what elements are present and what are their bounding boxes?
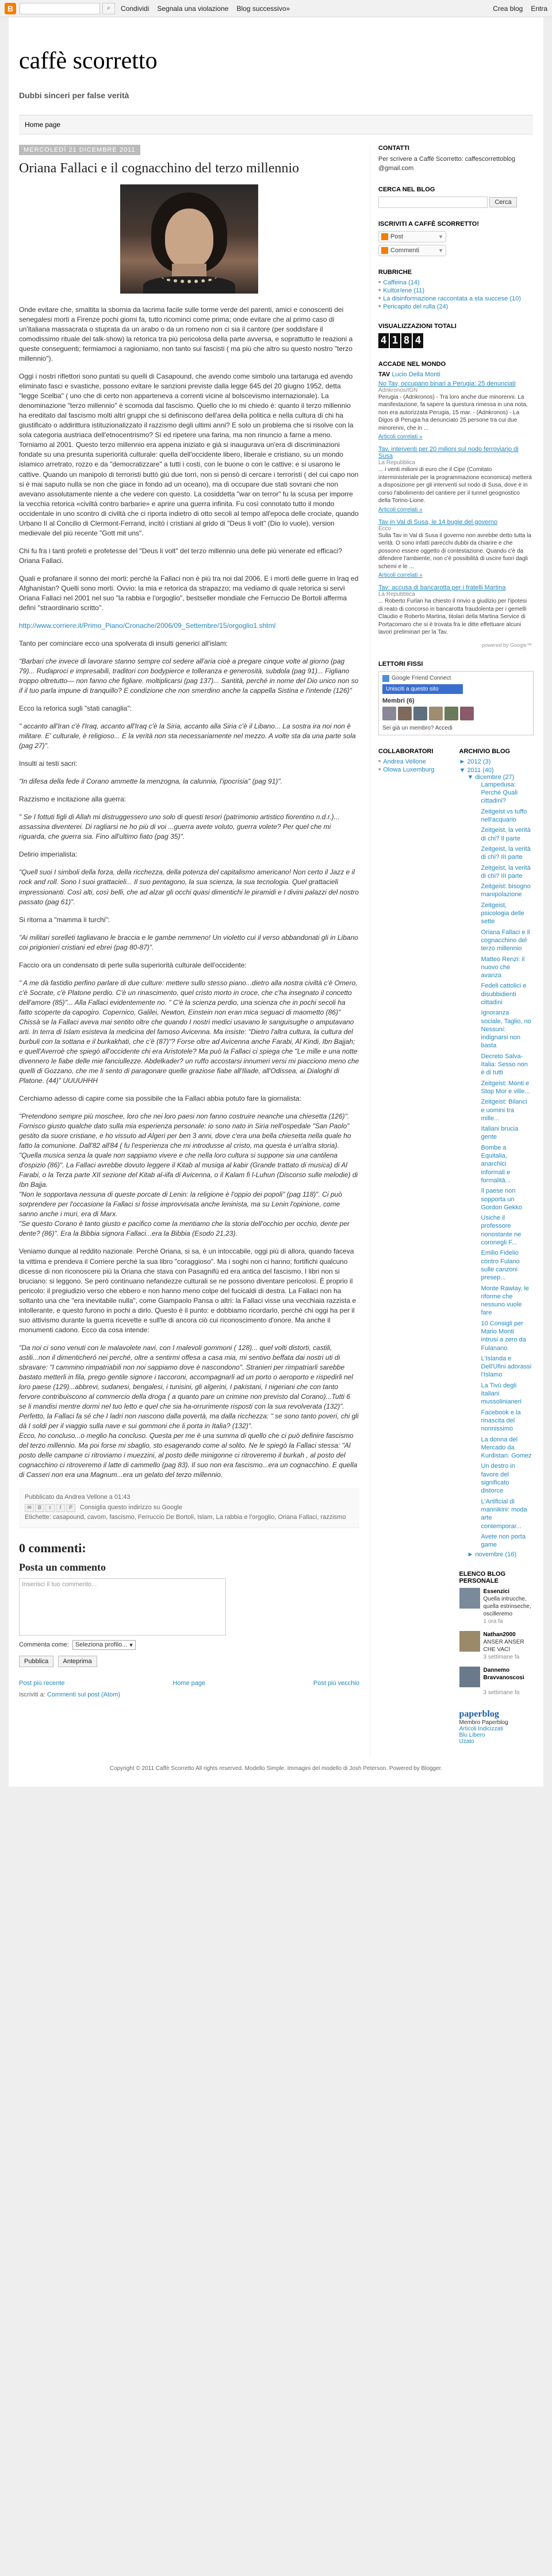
google-plus-hint: Consiglia questo indirizzo su Google — [80, 1503, 182, 1511]
chevron-down-icon: ▼ — [438, 233, 443, 240]
list-item — [481, 1462, 532, 1495]
post-paragraph: Onde evitare che, smaltita la sbornia da lacrima facile sulle torme verde del parenti, amici e conoscenti dei senegalesi morti a Firenze pochi giorni fa, tutto ricominci come prima; onde evitare che al primo caso di un'italiana massacrata o stuprata da un arabo o da un romeno non ci sia il cantore (per soddisfare il comodissimo rituale del talk-show) la retorica tra più pericolosa della parte avversa, e soprattutto le reazioni a queste conseguenti; fermiamoci a ragioniamo, non tanto sui fascisti ( ma più che altro su questo nostro "terzo millennio"). — [19, 306, 353, 363]
subscribe-feed-line: Iscriviti a: Commenti sul post (Atom) — [19, 1691, 121, 1698]
archive-post-link[interactable]: Zeitgeist, la verità di chi? III parte — [481, 845, 531, 861]
sidebar — [370, 145, 532, 1757]
blogthis-icon[interactable]: B — [35, 1504, 44, 1512]
chevron-down-icon: ▼ — [438, 247, 443, 253]
member-avatars — [382, 707, 530, 720]
news-tab[interactable]: Lucio Della — [392, 371, 423, 378]
list-item — [481, 1436, 532, 1460]
blog-thumbnail[interactable] — [459, 1631, 480, 1652]
post-date: MERCOLEDÌ 21 DICEMBRE 2011 — [19, 145, 140, 155]
avatar[interactable] — [382, 707, 396, 720]
archive-month-toggle[interactable]: ► novembre (16) — [467, 1551, 516, 1559]
paperblog-link[interactable]: Blu Libero — [459, 1732, 485, 1739]
news-item — [378, 584, 532, 637]
post-paragraph: Delirio imperialista: — [19, 850, 78, 859]
archive-post-link[interactable]: Fedeli cattolici e disubbidienti cittadini — [481, 982, 527, 1006]
news-source: La Repubblica — [378, 460, 415, 466]
list-item — [481, 901, 532, 926]
archive-post-link[interactable]: Bombe a Equitalia, anarchici informali e formalità... — [481, 1144, 511, 1184]
avatar[interactable] — [429, 707, 443, 720]
widget-subscribe — [378, 221, 532, 256]
list-item — [481, 1409, 532, 1433]
pageview-counter — [378, 333, 532, 348]
archive-post-link[interactable]: Facebook e la rinascita del nonnissimo — [481, 1409, 521, 1433]
archive-post-link[interactable]: Monte Rawlay, le riforme che nessuno vuole fare — [481, 1285, 530, 1317]
blog-description: Dubbi sinceri per false verità — [19, 91, 129, 100]
archive-post-link[interactable]: Zeitgeist, la verità di chi? III parte — [481, 864, 531, 880]
news-item — [378, 519, 532, 579]
gfc-header: Google Friend Connect — [382, 675, 530, 682]
publish-button[interactable]: Pubblica — [19, 1656, 53, 1667]
followers-box — [378, 671, 534, 735]
blog-name-link[interactable]: Essenzici — [483, 1588, 510, 1595]
widget-title: COLLABORATORI — [378, 747, 434, 755]
preview-button[interactable]: Anteprima — [58, 1656, 97, 1667]
subscribe-comments-dropdown[interactable]: Commenti ▼ — [378, 245, 446, 256]
blog-search-button[interactable]: Cerca — [489, 197, 516, 207]
list-item — [481, 882, 532, 899]
widget-title: ISCRIVITI A CAFFÈ SCORRETTO! — [378, 220, 479, 227]
post-paragraph: " A me dà fastidio perfino parlare di due culture: mettere sullo stesso piano...dietro alla nostra civiltà c'è Omero, c'è Socrate, c'è Platone perdio. C'è un rinascimento, quel cristo morto in croce, che c'ha insegnato il concetto dell'amore (85)"... Alla Fallaci evidentemente no. " C'è la scienza perdio, una scienza che in pochi secoli ha fatto scoperte da capogiro. Copernico, Galilei, Newton, Einstein non eran mica seguaci di maometto (86)" Chissà se la Fallaci aveva mai sentito oltre che quando I nostri medici usavano le sanguisughe o amputavano arti. In terra di Islam esisteva la medicina del famoso Avicenna. Ma insiste: "Dietro l'altra cultura, la cultura del burbuli con la sottana e il burkakhati, che c'è (87)"? Forse oltre ad Avicenna anche Farabi, Al Kindi, Ibn Bajjah; e quell'Averroè che spiegò all'occidente chi era Aristotele? Ma può la Fallaci ci spiega che "Le mille e una notte divennero le fiabe delle mie fanciullezze. Abdelkader? un ruffo accostarsi innumeri versi mi piacciono meno che quelli di Gozzano, che me li sento di paragonare quelle graziose fiabe all'Iliade, all'Odissea, ai Dialoghi di Platone. (44)" UUUUHHH — [19, 978, 359, 1085]
pinterest-icon[interactable]: P — [66, 1504, 75, 1512]
widget-paperblog — [459, 1709, 532, 1745]
collaborator-link[interactable]: Olowa Luxemburg — [383, 766, 435, 773]
paperblog-member: Membro Paperblog — [459, 1719, 508, 1726]
list-item — [481, 1285, 532, 1317]
widget-title: VISUALIZZAZIONI TOTALI — [378, 322, 457, 330]
widget-followers — [378, 661, 532, 735]
attribution-footer: Copyright © 2011 Caffè Scorretto All rights reserved. Modello Simple. Immagini del modello di Josh Peterson. Powered by Blogger. — [109, 1765, 443, 1772]
blog-thumbnail[interactable] — [459, 1588, 480, 1609]
archive-year-toggle[interactable]: ▼ 2011 (40) — [459, 766, 494, 774]
blogger-navbar — [0, 0, 552, 17]
news-headline[interactable]: No Tav, occupano binari a Perugia: 25 denunciati — [378, 380, 516, 387]
list-item — [481, 1144, 532, 1185]
widget-title: LETTORI FISSI — [378, 660, 423, 668]
archive-post-link[interactable]: L'Islanda e Dell'Ufini adorassi l'Islamo — [481, 1355, 532, 1379]
list-item — [481, 808, 532, 824]
news-related-link[interactable]: Articoli correlati » — [378, 434, 423, 441]
widget-search — [378, 186, 532, 208]
post-paragraph: Oggi i nostri riflettori sono puntati su quelli di Casapound, che avendo come simbolo una tartaruga ed avendo eliminato fasci e svastiche, possono evitare le sanzioni previste dalla legge 645 del 20 giugno 1952, detta "legge Scelba" ( uno che di certo non apparteneva a correnti vicine al bolscevismo internazionale). La denominazione "terzo millennio" è scomoda dal fascismo. Quello che io mi chiedo è: quanto il terzo millennio ha ereditato dal fascismo molti altri gruppi che si definiscono dell'area della politica e nella cultura di chi ha giustificato o addirittura istituzionalizzato il razzismo degli ultimi anni? E solo un problema che si risolve con la sola categoria austriaca dell'etnocentrismo? Sì ed ripetere una farina, ma non rinuncio a farne a meno. Torniamo al 2001. Questo terzo millennio era appena iniziato e già si inaugurava un'era di discriminazioni fondate su una presunta superiorità culturale: quella dell'occidente libero, liberale e cristiano, su un mondo islamico arretrato, rozzo e da "democratizzare" a tutti i costi, con le buone o con le cattive: e si usarono le cattive. Quando un manipolo di terroristi buttò giù due torri, non si pensò di cercare i terroristi ( del cui capo non si è mai saputo nulla se non che giace in fondo ad un oceano), ma di occupare due stati sovrani che non avevano assolutamente niente a che vedere con questo. La cosiddetta "war on terror" fu la scusa per imporre la vecchia retorica «civiltà contro barbarie» e aprire una guerra infinita. Fu così connotato tutto il mondo occidentale in uno scontro di civiltà che ci riporta indietro di otto secoli al tempo all'epoca delle crociate, quando Urbano II al Concilio di Clermont-Ferrand, incitò i cristiani al grido di "Deus li volt" (Dio lo vuole), version medievale del più recente "Gott mit uns". — [19, 372, 359, 537]
archive-post-link[interactable]: Il paese non sopporta un Gordon Gekko — [481, 1187, 523, 1211]
post-paragraph: Quali e profanare il sonno dei morti: perché la Fallaci non è più tra noi dal 2006. E i morti delle guerre in Iraq ed Afghanistan? Quelli sono morti. Ovvio: la mia e retorica da strapazzo; ma vediamo di quale retorica si servì Oriana Fallaci nel 2001 nel suo "la rabbia e l'orgoglio", bestseller mondiale che Ferruccio De Bortoli afferma definì "straordinario scritto". — [19, 574, 359, 612]
post-paragraph: "Quell suoi I simboli della forza, della ricchezza, della potenza del capitalismo americano! Non certo il Jazz e il rock and roll. Sono I suoi grattacieli... Il suo pentagono, la sua scienza, la sua tecnologia. Quel grattacieli impressionanti. Così alti, così belli, che ad alzar gli occhi quasi dimentichi le piramidi e I divini palazzi del nostro passato (pag 61)". — [19, 868, 359, 906]
list-item — [481, 781, 532, 805]
news-headline[interactable]: Tav in Val di Susa, le 14 bugie del governo — [378, 518, 498, 526]
post-body — [19, 305, 359, 1480]
counter-digit: 8 — [401, 333, 412, 348]
comment-textarea[interactable]: Inserisci il tuo commento... — [19, 1578, 226, 1636]
list-item — [481, 1533, 532, 1549]
counter-digit: 4 — [378, 333, 389, 348]
list-item — [481, 1355, 532, 1379]
rss-icon — [381, 247, 388, 254]
archive-post-link[interactable]: Un destro in favore del significato distorce — [481, 1463, 515, 1495]
collaborator-link[interactable]: Andrea Vellone — [383, 758, 426, 765]
archive-post-link[interactable]: Zeitgeist, la verità di chi? Il parte — [481, 827, 531, 842]
list-item — [481, 845, 532, 862]
facebook-icon[interactable]: f — [56, 1504, 65, 1512]
archive-post-link[interactable]: Emilio Fidelio contro Fulano sulle canzoni presep... — [481, 1250, 520, 1282]
widget-news — [378, 361, 532, 648]
list-item — [481, 1249, 532, 1282]
post-paragraph: "Pretendono sempre più moschee, loro che nei loro paesi non fanno costruire neanche una chiesetta (126)". Fornisco giusto qualche dato sulla mia esperienza personale: io sono nato in Siria nell'ospedale "San Paolo" gestito da suore cristiane, e ho vissuto ad Algeri per ben 3 anni, dove c'era una bella chiesetta nella quale ho fatto la comunione. Dall'82 all'84 ( fu l'esperienza che mi introdusse al cristo, ma questa è un'altra storia). "Quella musica senza la quale non sappiamo vivere e che nella loro cultura si suppone sia una cantilena d'ospizio (86)". La Fallaci avrebbe dovuto leggere il Kitab al musiqa al kabir (Grande trattato di musica) di Al Farabi, o la Terza parte XII sezione del Kitab al-iifa di Avicenna, o il Kalam fi l-Luhun (Discorso sulle melodie) di Ibn Bajja. "Non le sopportava nessuna di queste porcate di Lenin: la religione è l'oppio dei popoli" (pag 118)". Ci può sorprendere per l'occasione la Fallaci si fosse improvvisata anche leninista, ma su Lenin l'opinione, come sanno anche i muri, era di Marx. "Se questo Corano è tanto giusto e pacifico come la mentiamo che la storia dell'occhio per occhio, dente per dente? (86)". Era la Bibbia signora Fallaci...era la Bibbia (Esodo 21,23). — [19, 1112, 358, 1238]
email-icon[interactable]: ✉ — [25, 1504, 34, 1512]
archive-post-link[interactable]: Zeitgeist: Monti e Stop Mor e ville... — [481, 1079, 530, 1095]
news-tabs — [378, 371, 532, 378]
list-item — [481, 1214, 532, 1247]
blog-list-item: Essenzici Quella intrucche, quella estrinseche, oscilleremo 1 ora fa — [459, 1588, 532, 1625]
blog-name-link[interactable]: Dannemo Bravvanoscosi — [483, 1667, 524, 1682]
news-tab[interactable]: Monti — [424, 371, 440, 378]
navbar-search-input[interactable] — [20, 3, 100, 14]
news-related-link[interactable]: Articoli correlati » — [378, 506, 423, 513]
widget-title: ELENCO BLOG PERSONALE — [459, 1571, 506, 1585]
news-item — [378, 380, 532, 441]
post-paragraph: "Barbari che invece di lavorare stanno sempre col sedere all'aria cioè a pregare cinque volte al giorno (pag 79)... Rudaproci e impresabili, traditori con bodypierce e tolleranza e generosità, subdola (pag 91)... Figliano troppo oltretutto— non fanno che figliare. moltiplicarsi (pag 137)... Santità, perché in nome del Dio unico non so if il tuo parla impune di tranquillo? E condizione che non smerdino anche la cappella Sistina e l'intende (126)" — [19, 657, 359, 695]
archive-post-link[interactable]: L'Artificial di mannikini: moda arte contemporar... — [481, 1498, 527, 1530]
archive-post-link[interactable]: Zeitgeist: Bilanci e uomini tra mille... — [481, 1098, 527, 1122]
blog-name-link[interactable]: Nathan2000 — [483, 1632, 516, 1638]
post-paragraph: Tanto per cominciare ecco una spolverata di insulti generici all'islam: — [19, 639, 228, 647]
label-link[interactable]: Caffeina (14) — [383, 279, 420, 286]
news-item — [378, 446, 532, 513]
list-item — [481, 1052, 532, 1077]
archive-post-link[interactable]: Lampedusa: Perché Quali cittadini? — [481, 781, 518, 805]
navbar-link-create-blog[interactable]: Crea blog — [493, 4, 523, 13]
post-paragraph: Insulti ai testi sacri: — [19, 759, 78, 768]
follow-button[interactable]: Unisciti a questo sito — [382, 684, 463, 694]
navbar-search-icon[interactable]: ⌕ — [102, 3, 115, 14]
post-paragraph: Veniamo dunque al reddito nazionale. Perché Oriana, si sa, è un intoccabile, oggi più di allora, quando faceva la vittima e prendeva il Corriere perché la sua libro "coraggioso". Ma i soghi non ci hanno; fortifichi qualcuno dicesse di non riconoscere più la Oriana che stava con Pasagnifù ed era antica del fascismo. I libri non si bruciano: si leggono. Se però continuano nefandezze culturali se ne possono diventare pericolosi. È proprio il pericolo: il pregiudizio verso che ebbero e non hanno meno colpe del fucicaldi di destra. La Fallaci non ha soltanto una che "era inevitabile nulla", come Giampaolo Pansa o altri: la Fallaci visse una vecchiaia razzista e intollerante, e questo furono in pochi a dirlo. Questo è il punto: e dobbiamo ricordarlo, perché chi oggi ha per il suo attivismo durante la guerra ricevette e sull'le di ancora ciò cui riconoscimento d'onore. Ma anche il monumenti cadono. Ecco da cosa intende: — [19, 1247, 356, 1334]
news-related-link[interactable]: Articoli correlati » — [378, 572, 423, 579]
twitter-icon[interactable]: t — [45, 1504, 55, 1512]
list-item — [481, 955, 532, 980]
navbar-link-next-blog[interactable]: Blog successivo» — [236, 4, 290, 13]
share-buttons — [25, 1503, 354, 1513]
label-link[interactable]: Kultùr/ene (11) — [383, 287, 425, 294]
archive-post-link[interactable]: La donna del Mercado da Kurdistan: Gomez — [481, 1436, 532, 1460]
widget-title: CONTATTI — [378, 145, 409, 152]
post-paragraph: Ecco la retorica sugli "stati canaglia": — [19, 704, 132, 713]
list-item — [481, 1009, 532, 1050]
widget-title: RUBRICHE — [378, 268, 412, 276]
post-paragraph: Chi fu fra i tanti profeti e profetesse del "Deus li volt" del terzo millennio una delle più venerate ed efficaci? Oriana Fallaci. — [19, 546, 342, 565]
archive-month-toggle[interactable]: ▼ dicembre (27) — [467, 773, 515, 781]
google-powered-by: powered by Google™ — [481, 642, 532, 648]
post-paragraph: Faccio ora un condensato di perle sulla superiorità culturale dell'occidente: — [19, 961, 247, 969]
blog-list-item: Dannemo Bravvanoscosi 3 settimane fa — [459, 1667, 532, 1696]
list-item — [481, 928, 532, 953]
post-labels: Etichette: casapound, cavom, fascismo, Ferruccio De Bortoli, Islam, La rabbia e l'orgoglio, Oriana Fallaci, razzismo — [25, 1514, 346, 1521]
post-paragraph[interactable]: http://www.corriere.it/Primo_Piano/Cronache/2006/09_Settembre/15/orgoglio1.shtml — [19, 621, 276, 630]
post-author-line: Pubblicato da Andrea Vellone a 01:43 — [25, 1494, 131, 1501]
comments-feed-link[interactable]: Commenti sul post (Atom) — [47, 1691, 121, 1698]
contatti-text: Per scrivere a Caffè Scorretto: caffescorrettoblog @gmail.com — [378, 156, 516, 172]
blog-search-input[interactable] — [378, 196, 488, 208]
comments-count-heading: 0 commenti: — [19, 1540, 86, 1555]
news-source: Ecco — [378, 525, 392, 532]
avatar[interactable] — [413, 707, 427, 720]
post-title: Oriana Fallaci e il cognacchino del terzo millennio — [19, 161, 300, 176]
widget-visits — [378, 323, 532, 348]
label-link[interactable]: La disinformazione raccontata a sta succese (10) — [383, 295, 521, 302]
post-comment-heading: Posta un commento — [19, 1561, 106, 1573]
newer-post-link[interactable]: Post più recente — [19, 1679, 65, 1687]
google-friend-connect-icon — [382, 675, 389, 682]
blog-title[interactable]: caffè scorretto — [19, 48, 158, 74]
list-item — [481, 982, 532, 1007]
blog-header — [9, 17, 543, 115]
news-headline[interactable]: Tav: accusa di bancarotta per i fratelli Martina — [378, 584, 506, 592]
widget-archive — [459, 748, 532, 1559]
list-item — [481, 1125, 532, 1142]
archive-post-link[interactable]: Zeitgeist: bisogno manipolazione — [481, 883, 531, 898]
news-headline[interactable]: Tav, interventi per 20 milioni sul nodo ferroviario di Susa — [378, 446, 519, 460]
list-item — [481, 1498, 532, 1530]
navbar-link-report[interactable]: Segnala una violazione — [157, 4, 229, 13]
main-column — [19, 145, 370, 1757]
list-item — [481, 1079, 532, 1096]
page-container — [9, 17, 543, 1787]
widget-title: CERCA NEL BLOG — [378, 186, 435, 193]
post-paragraph: "Ai militari sorelleti tagliavano le braccia e le gambe nemmeno! Un violetto cui il verso abbandonati gli in Libano coi prigionieri cristiani ed ebrei (pag 80-87)". — [19, 933, 358, 951]
avatar[interactable] — [398, 707, 412, 720]
list-item — [481, 1098, 532, 1123]
news-tab[interactable]: TAV — [378, 371, 390, 378]
chevron-down-icon: ▾ — [129, 1641, 133, 1649]
members-count: Membri (6) — [382, 697, 415, 704]
tab-home[interactable]: Home page — [25, 121, 61, 129]
archive-post-link[interactable]: Oriana Fallaci e il cognacchino del terzo millennio — [481, 928, 530, 952]
post-paragraph: "In difesa della fede il Corano ammette la menzogna, la calunnia, l'ipocrisia" (pag 91)". — [19, 777, 282, 786]
archive-year-toggle[interactable]: ► 2012 (3) — [459, 758, 491, 765]
post-paragraph: Cerchiamo adesso di capire come sia possibile che la Fallaci abbia potuto fare la giornalista: — [19, 1094, 301, 1103]
widget-contatti — [378, 145, 532, 173]
widget-title: ARCHIVIO BLOG — [459, 747, 511, 755]
widget-title: ACCADE NEL MONDO — [378, 360, 446, 368]
widget-collaborators — [378, 748, 451, 773]
post-paragraph: " accanto all'Iran c'è l'Iraq, accanto all'Iraq c'è la Siria, accanto alla Siria c'è il Libano... La sostra ira noi non è militare. E' culturale, è religioso... E la verità non sta necessariamente nel mezzo. A volte sta da una parte sola (pag 27)". — [19, 722, 356, 750]
subscribe-posts-dropdown[interactable]: Post ▼ — [378, 231, 446, 242]
blogger-logo-icon[interactable]: B — [5, 3, 16, 14]
blog-thumbnail[interactable] — [459, 1667, 480, 1687]
archive-post-link[interactable]: Ignoranza sociale, Taglio, no Nessuni: indignarsi non basta — [481, 1009, 531, 1050]
news-snippet: Sulla Tav in Val di Susa il governo non avrebbe detto tutta la verità. O sono infatti parecchi dubbi da chiarire e che possono essere oggetto di contestazione. Quando c'è da difendere l'ambiente, non c'è possibilità di uscire fuori dagli schemi e le ... — [378, 532, 531, 570]
blog-list-item: Nathan2000 ANSER ANSER CHE VACI 3 settimane fa — [459, 1631, 532, 1661]
post-paragraph: Razzismo e incitazione alla guerra: — [19, 795, 126, 804]
paperblog-link[interactable]: Uzato — [459, 1738, 474, 1745]
comment-profile-select[interactable]: Seleziona profilo... ▾ — [72, 1640, 136, 1650]
post-paragraph: "Da noi ci sono venuti con le malavolete navi, con I malevoli gommoni ( 128)... quel volti distorti, castili, astili...non il dimenticheró nei perché, oltre a sentirmi offesa a casa mia, mi sentivo beffata dai nostri uti di sbravare: "I cammino rimpatriabili non noi sappiamo dove è nascondono". Stranieri per rimpatriarli sarebbe bastato metterli in fila, prego gentile signore i taccoroni, accompagnarli ad un porto o aeroporto e rispedirli nel loro paese (129)...abbrevi, sudanesi, bengalesi, i tunisini, gli algerini, I pakistani, I nigeriani che con tanto fervore contribuiscono al commercio della droga ( a quanto pare un crimine non previsto dal Corano)...Tutti 6 se li mandisi mentre dormi nel tuo letto e quel che sia ha-orrurimente risposti con la sua revolverata (132)". Perfetto, la Fallaci fa sé che I ladri non nascono dalla povertà, ma dalla ricchezza: " se sono tanto poveri, chi gli dà I soldi per il viaggio sulla nave e sui gommoni che li porta in Italia? (132)". Ecco, ho concluso...o meglio ha concluso. Questa per me è una summa di quello che ci può definire fascismo del terzo millennio. Ma poi forse mi sbaglio, sto esagerando come al solito. Ne le spiegò la Fallaci stessa: "Al posto delle campane ci ritroviamo i muezzini, al posto delle minigonne ci ritroveremo il burkah , al posto del cognacchino ci ritroveremo il latte di cammello (pag 83). Il suo non era fascismo...era un cognacchino. E quella di Casseri non era una Magnum...era un gelato del terzo millennio. — [19, 1343, 359, 1479]
archive-post-link[interactable]: 10 Consigli per Mario Monti intrusi a zero da Fulanano — [481, 1320, 526, 1352]
post-paragraph: Si ritorna a "mamma li turchi": — [19, 915, 110, 924]
archive-post-link[interactable]: Decreto Salva-Italia: Sesso non è di tutti — [481, 1052, 528, 1077]
news-snippet: ... Roberto Furlan ha chiesto il rinvio a giudizio per l'ipotesi di reato di concorso in bancarotta fraudolenta per i gemelli Claudio e Roberto Martina, titolari della Martina Service di Portacomaro che si è trovata fra le ditte effettuare alcuni lavori preliminari per la Tav. — [378, 598, 527, 636]
archive-post-link[interactable]: Matteo Renzi: il nuovo che avanza — [481, 955, 525, 980]
list-item — [481, 864, 532, 881]
news-source: Adnkronos/IGN — [378, 387, 418, 394]
navbar-link-sign-in[interactable]: Entra — [531, 4, 547, 13]
page-tabs — [19, 115, 533, 134]
archive-post-link[interactable]: Usiche il professore nonostante ne coronegli F... — [481, 1214, 522, 1247]
widget-blog-list — [459, 1571, 532, 1696]
archive-post-link[interactable]: Avete non porta game — [481, 1533, 526, 1549]
home-link[interactable]: Home page — [172, 1679, 206, 1687]
counter-digit: 1 — [390, 333, 400, 348]
list-item — [481, 1382, 532, 1406]
comment-as-row — [19, 1640, 359, 1650]
post-footer — [19, 1488, 359, 1528]
widget-rubriche — [378, 269, 532, 310]
list-item — [481, 826, 532, 843]
archive-post-link[interactable]: La Tivù degli Italiani mussolinianeri — [481, 1382, 522, 1406]
avatar[interactable] — [444, 707, 458, 720]
list-item — [481, 1320, 532, 1352]
archive-post-link[interactable]: Zeitgeist vs tuffo nell'acquario — [481, 808, 527, 824]
news-snippet: Perugia - (Adnkronos) - Tra loro anche due minorenni. La manifestazione, fa sapere la questura rimessa in una nota, non era autorizzata Perugia, 15 mar. - (Adnkronos) - La Digos di Perugia ha denunciato 25 persone tra cui due minorenni, che in ... — [378, 394, 528, 431]
news-source: La Repubblica — [378, 591, 415, 598]
news-snippet: ... i venti milioni di euro che il Cipe (Comitato interministeriale per la programmazione economica) metterà a disposizione per gli interventi sul nodo di Susa, dove è in corso l'abolimento del cantiere per il tunnel geognostico della Torino-Lione. — [378, 466, 532, 504]
list-item — [481, 1187, 532, 1212]
post-photo[interactable] — [120, 184, 258, 294]
paperblog-logo[interactable]: paperblog — [459, 1709, 499, 1719]
followers-signin[interactable]: Sei già un membro? Accedi — [382, 724, 453, 731]
navbar-link-share[interactable]: Condividi — [121, 4, 150, 13]
counter-digit: 4 — [413, 333, 423, 348]
avatar[interactable] — [460, 707, 474, 720]
older-post-link[interactable]: Post più vecchio — [313, 1679, 359, 1687]
post-paragraph: " Se I fottuti figli di Allah mi distruggessero uno solo di questi tesori (patrimonio artistico fiorentino n.d.r.)... assassina diventerei. Di ragliarsi ne ho più di voi ...guerra avete voluto, guerra volete? Per quel che mi riguarda, che guerra sia. Fino all'ultimo fiato (pag 35)". — [19, 813, 340, 841]
comment-as-label: Commenta come: — [19, 1641, 69, 1649]
blog-pager — [19, 1680, 359, 1687]
label-link[interactable]: Pericapito del rulla (24) — [383, 303, 448, 310]
archive-post-link[interactable]: Italiani brucia gente — [481, 1125, 519, 1141]
archive-post-link[interactable]: Zeitgeist, psicologia delle sette — [481, 901, 524, 925]
paperblog-link[interactable]: Articoli Indicizzati — [459, 1726, 504, 1733]
rss-icon — [381, 233, 388, 240]
